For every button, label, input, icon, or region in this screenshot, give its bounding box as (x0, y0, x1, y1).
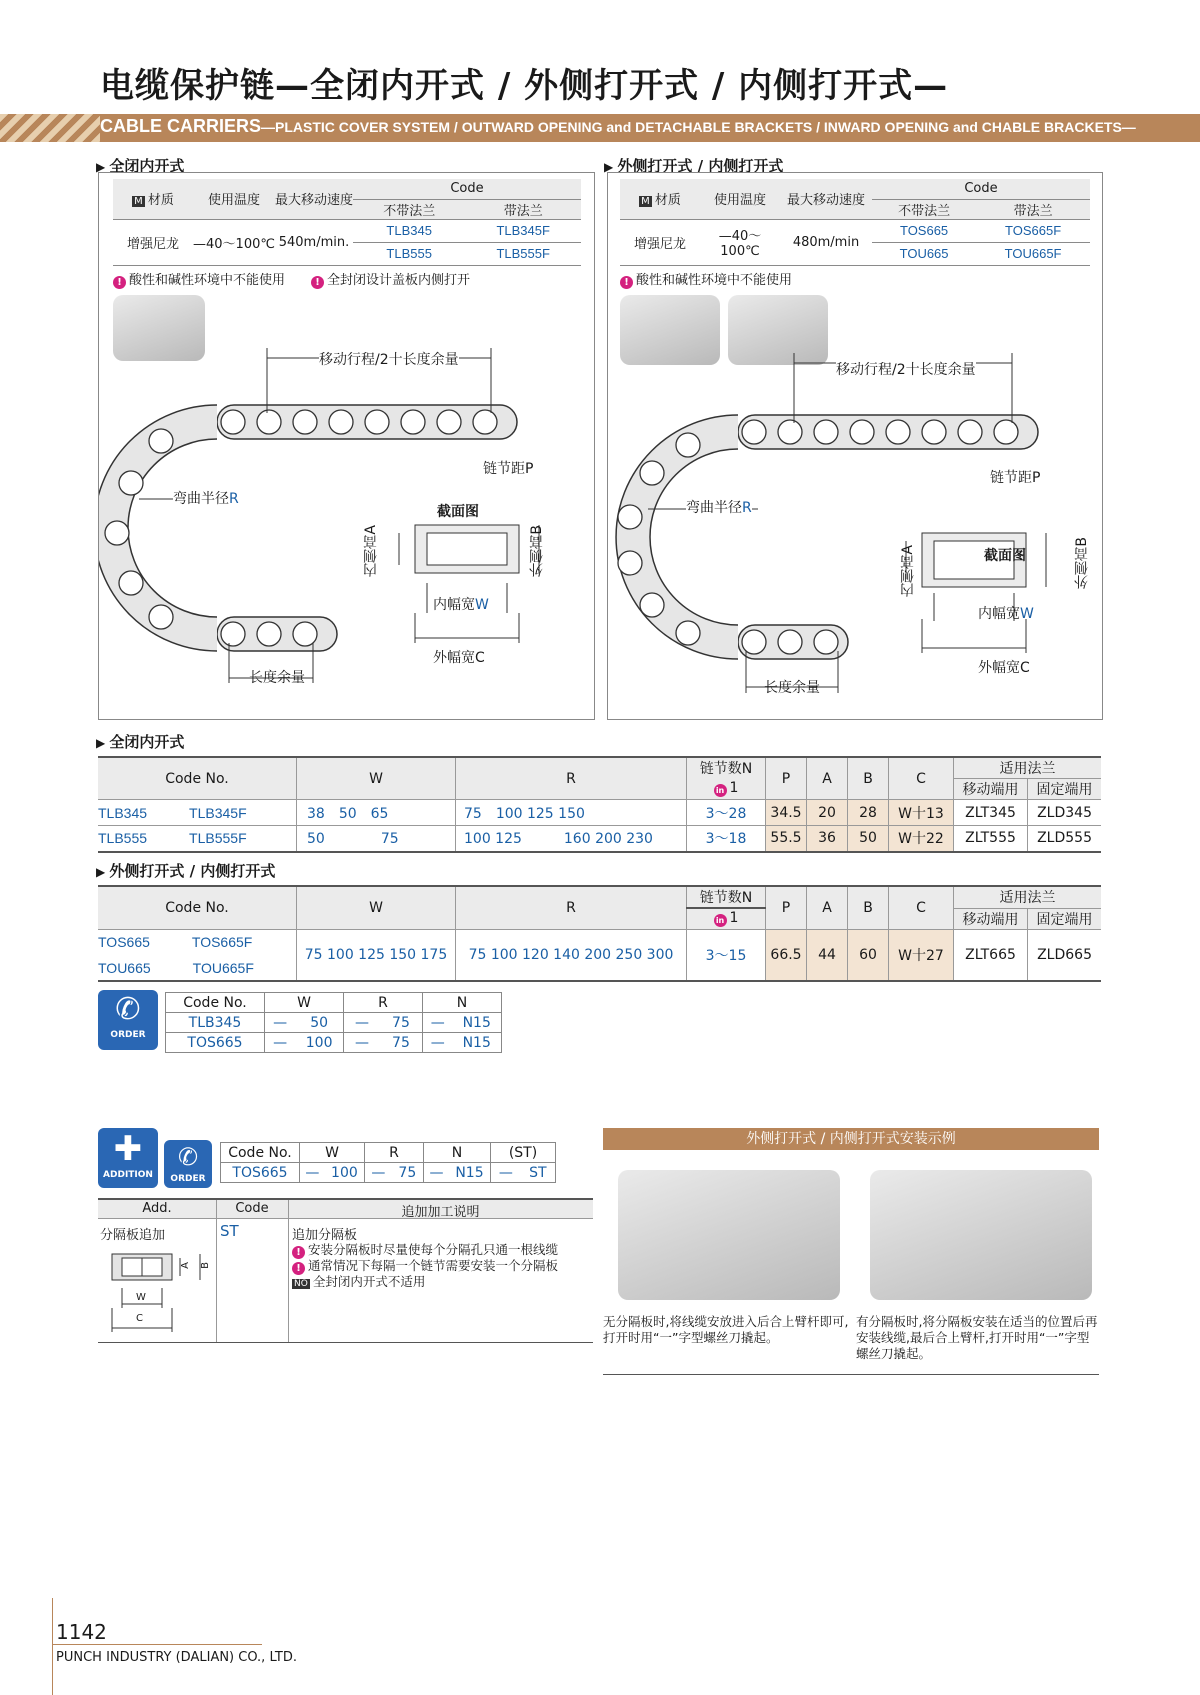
order-cell: TLB345 (166, 1013, 265, 1033)
table-row (166, 1033, 502, 1053)
t1-b: 50 (848, 826, 889, 852)
addition-line: 通常情况下每隔一个链节需要安装一个分隔板 (308, 1258, 559, 1273)
order-header: R (365, 1143, 424, 1163)
t1-code (98, 800, 297, 826)
t1-w: 50 75 (297, 826, 456, 852)
addition-name: 分隔板追加 (100, 1228, 166, 1243)
t2-move-header: 移动端用 (954, 908, 1028, 929)
t2-n-unit (687, 908, 766, 929)
t1-n: 3～28 (687, 800, 766, 826)
material-badge-icon: M (641, 196, 650, 208)
order-cell: 75 (380, 1013, 423, 1033)
company-name: PUNCH INDUSTRY (DALIAN) CO., LTD. (56, 1650, 297, 1665)
t1-w: 38 50 65 (297, 800, 456, 826)
spec-code: TOU665F (976, 242, 1090, 265)
code-no: TLB345 (98, 804, 148, 821)
order-header: Code No. (221, 1143, 300, 1163)
t1-move: ZLT345 (954, 800, 1028, 826)
order-icon-label: ORDER (110, 1030, 146, 1040)
banner-stripes (0, 114, 100, 142)
order-addition-table (220, 1142, 556, 1183)
warning-icon: ! (620, 276, 633, 289)
order-header: W (300, 1143, 365, 1163)
example-caption-1: 无分隔板时,将线缆安放进入后合上臂杆即可,打开时用“一”字型螺丝刀撬起。 (603, 1314, 849, 1345)
t2-r-header: R (456, 886, 687, 929)
spec-temp-header: 使用温度 (700, 179, 780, 219)
radius-label (686, 497, 752, 517)
spec-flange-header: 带法兰 (465, 199, 581, 219)
table-row (98, 929, 1101, 955)
desc-header: 追加加工说明 (401, 1205, 480, 1220)
spec-code: TLB555 (353, 242, 465, 265)
pitch-label: 链节距P (990, 470, 1041, 486)
material-label: 材质 (654, 193, 681, 209)
spec-code: TLB555F (465, 242, 581, 265)
inner-width-text: 内幅宽 (433, 597, 475, 613)
order-cell: 100 (325, 1163, 365, 1183)
travel-label: 移动行程/2十长度余量 (319, 349, 459, 369)
order-cell: N15 (449, 1163, 491, 1183)
unit-badge-icon: in (714, 784, 727, 797)
t1-n-unit (687, 779, 766, 800)
addition-icon-label: ADDITION (103, 1170, 153, 1180)
table-row (221, 1163, 556, 1183)
addition-line: 全封闭内开式不适用 (312, 1274, 426, 1289)
spec-code-header: Code (872, 179, 1090, 199)
order-cell: 75 (392, 1163, 424, 1183)
t2-a-header: A (807, 886, 848, 929)
t1-code-header: Code No. (98, 757, 297, 800)
page-title: 电缆保护链—全闭内开式 / 外侧打开式 / 内侧打开式— (100, 66, 949, 106)
col-divider (288, 1200, 289, 1342)
spec-temp-header: 使用温度 (193, 179, 275, 219)
code-no: TOS665 (98, 934, 150, 951)
section-label: 截面图 (984, 548, 1026, 564)
inner-width-symbol: W (475, 597, 489, 613)
outer-height-label: 外侧高B (1074, 537, 1090, 589)
t2-n: 3～15 (687, 929, 766, 981)
unit-value: 1 (729, 910, 739, 927)
t1-r: 75 100 125 150 (456, 800, 687, 826)
inner-height-label: 内侧高A (900, 545, 916, 597)
t1-b-header: B (848, 757, 889, 800)
inner-width-label (978, 603, 1034, 623)
spec-material: 增强尼龙 (113, 219, 193, 265)
left-chain-diagram (99, 173, 594, 719)
outer-height-label: 外侧高B (529, 525, 545, 577)
example-image-no-divider (618, 1170, 840, 1300)
spec-noflange-header: 不带法兰 (353, 199, 465, 219)
spec-code: TLB345 (353, 219, 465, 242)
pitch-label: 链节距P (483, 461, 534, 477)
col-divider (216, 1200, 217, 1342)
t1-fix-header: 固定端用 (1028, 779, 1101, 800)
order-cell: — (424, 1163, 449, 1183)
unit-value: 1 (729, 780, 739, 797)
radius-label (173, 488, 239, 508)
radius-text: 弯曲半径 (173, 491, 229, 507)
order-cell: ST (521, 1163, 556, 1183)
order-header: Code No. (166, 993, 265, 1013)
inner-width-symbol: W (1020, 606, 1034, 622)
addition-table (98, 1198, 593, 1343)
addition-icon (98, 1128, 158, 1188)
order-cell: — (265, 1033, 296, 1053)
t1-move: ZLT555 (954, 826, 1028, 852)
t2-r: 75 100 120 140 200 250 300 (456, 929, 687, 981)
t2-fix: ZLD665 (1028, 929, 1101, 981)
spec-temp: —40～100℃ (193, 219, 275, 265)
phone-icon: ✆ (115, 992, 141, 1027)
spec-code: TOS665F (976, 219, 1090, 242)
order-cell: — (344, 1033, 380, 1053)
plus-icon: ✚ (113, 1129, 143, 1169)
t2-code (98, 929, 297, 955)
t1-r: 100 125 160 200 230 (456, 826, 687, 852)
t1-c-header: C (889, 757, 954, 800)
order-cell: — (423, 1033, 453, 1053)
t1-a-header: A (807, 757, 848, 800)
t1-n-header: 链节数N (687, 757, 766, 779)
dim-a-label: A (180, 1262, 191, 1269)
banner-text (100, 116, 1136, 137)
banner-subtitle-en: —PLASTIC COVER SYSTEM / OUTWARD OPENING and DETACHABLE BRACKETS / INWARD OPENING and CHABLE BRACKETS— (261, 119, 1136, 135)
t2-c: W十27 (889, 929, 954, 981)
t1-fix: ZLD345 (1028, 800, 1101, 826)
warning-icon: ! (113, 276, 126, 289)
t2-b-header: B (848, 886, 889, 929)
spec-speed-header: 最大移动速度 (275, 179, 353, 219)
spec-code: TLB345F (465, 219, 581, 242)
right-chain-diagram (608, 173, 1102, 719)
order-example-table (165, 992, 502, 1053)
t1-b: 28 (848, 800, 889, 826)
page-number: 1142 (56, 1620, 107, 1644)
order-header: N (423, 993, 502, 1013)
addition-line-3 (292, 1272, 425, 1290)
spec-code-header: Code (353, 179, 581, 199)
material-label: 材质 (147, 193, 174, 209)
order-cell: 50 (295, 1013, 343, 1033)
t2-move: ZLT665 (954, 929, 1028, 981)
order-icon-label: ORDER (170, 1174, 206, 1184)
code-no-flange: TOU665F (192, 959, 254, 976)
material-badge-icon: M (134, 196, 143, 208)
t1-p-header: P (766, 757, 807, 800)
t1-n: 3～18 (687, 826, 766, 852)
order-cell: TOS665 (221, 1163, 300, 1183)
t1-flange-header: 适用法兰 (954, 757, 1102, 779)
order-cell: N15 (452, 1013, 501, 1033)
t2-flange-header: 适用法兰 (954, 886, 1102, 908)
extra-length-label: 长度余量 (764, 680, 820, 696)
radius-symbol: R (742, 500, 752, 516)
t2-p: 66.5 (766, 929, 807, 981)
spec-code: TOU665 (872, 242, 976, 265)
extra-length-label: 长度余量 (249, 670, 305, 686)
t1-a: 20 (807, 800, 848, 826)
t1-p: 55.5 (766, 826, 807, 852)
t2-code (98, 955, 297, 981)
t2-b: 60 (848, 929, 889, 981)
t1-w-header: W (297, 757, 456, 800)
example-title: 外侧打开式 / 内侧打开式安装示例 (603, 1128, 1099, 1150)
t2-a: 44 (807, 929, 848, 981)
note-text: 酸性和碱性环境中不能使用 (129, 273, 286, 288)
table1-heading: ▶ 全闭内开式 (96, 731, 184, 752)
left-section-box (98, 172, 595, 720)
spec-code: TOS665 (872, 219, 976, 242)
t2-code-header: Code No. (98, 886, 297, 929)
phone-icon: ✆ (177, 1143, 199, 1171)
t1-a: 36 (807, 826, 848, 852)
inner-width-text: 内幅宽 (978, 606, 1020, 622)
right-section-heading: ▶ 外侧打开式 / 内侧打开式 (604, 155, 783, 176)
radius-text: 弯曲半径 (686, 500, 742, 516)
table2 (98, 885, 1101, 982)
dim-b-label: B (200, 1262, 211, 1269)
t2-p-header: P (766, 886, 807, 929)
dim-c-label: C (136, 1313, 143, 1324)
inner-height-label: 内侧高A (363, 525, 379, 577)
order-header: N (424, 1143, 491, 1163)
order-header: R (344, 993, 423, 1013)
outer-width-label: 外幅宽C (433, 650, 485, 666)
order-icon (98, 990, 158, 1050)
spec-noflange-header: 不带法兰 (872, 199, 976, 219)
right-section-box (607, 172, 1103, 720)
add-header: Add. (142, 1201, 172, 1216)
order-cell: — (344, 1013, 380, 1033)
travel-label: 移动行程/2十长度余量 (836, 359, 976, 379)
addition-code: ST (220, 1222, 239, 1240)
spec-temp: —40～100℃ (700, 219, 780, 265)
code-no-flange: TLB345F (189, 804, 247, 821)
footer-vertical-rule (52, 1598, 53, 1695)
note-text: 全封闭设计盖板内侧打开 (327, 273, 471, 288)
example-bottom-rule (603, 1374, 1099, 1375)
order-cell: TOS665 (166, 1033, 265, 1053)
unit-badge-icon: in (714, 914, 727, 927)
order-cell: — (423, 1013, 453, 1033)
table2-heading: ▶ 外侧打开式 / 内侧打开式 (96, 860, 275, 881)
spec-material: 增强尼龙 (620, 219, 700, 265)
radius-symbol: R (229, 491, 239, 507)
t1-fix: ZLD555 (1028, 826, 1101, 852)
section-label: 截面图 (437, 504, 479, 520)
code-no: TOU665 (98, 959, 151, 976)
warning-icon: ! (311, 276, 324, 289)
order-cell: — (365, 1163, 392, 1183)
footer-horizontal-rule (52, 1644, 262, 1645)
spec-speed: 480m/min (780, 219, 872, 265)
t1-code (98, 826, 297, 852)
order-cell: N15 (452, 1033, 501, 1053)
order-icon-small (164, 1140, 212, 1188)
t2-w: 75 100 125 150 175 (297, 929, 456, 981)
code-no-flange: TOS665F (191, 934, 253, 951)
t2-c-header: C (889, 886, 954, 929)
order-cell: 75 (380, 1033, 423, 1053)
order-cell: — (265, 1013, 296, 1033)
spec-speed: 540m/min. (275, 219, 353, 265)
code-header: Code (235, 1201, 269, 1216)
t1-c: W十13 (889, 800, 954, 826)
code-no: TLB555 (98, 830, 148, 847)
order-header: (ST) (491, 1143, 556, 1163)
addition-title: 追加分隔板 (292, 1228, 358, 1243)
t1-move-header: 移动端用 (954, 779, 1028, 800)
order-cell: — (491, 1163, 521, 1183)
t2-fix-header: 固定端用 (1028, 908, 1101, 929)
spec-flange-header: 带法兰 (976, 199, 1090, 219)
example-image-with-divider (870, 1170, 1092, 1300)
t1-p: 34.5 (766, 800, 807, 826)
table1 (98, 756, 1101, 853)
spec-speed-header: 最大移动速度 (780, 179, 872, 219)
left-section-heading: ▶ 全闭内开式 (96, 155, 184, 176)
order-cell: 100 (295, 1033, 343, 1053)
table-row (98, 800, 1101, 826)
code-no-flange: TLB555F (189, 830, 247, 847)
example-caption-2: 有分隔板时,将分隔板安装在适当的位置后再安装线缆,最后合上臂杆,打开时用“一”字型螺丝刀撬起。 (856, 1314, 1098, 1361)
order-header: W (265, 993, 344, 1013)
divider-diagram (104, 1252, 208, 1338)
note-text: 酸性和碱性环境中不能使用 (636, 273, 793, 288)
outer-width-label: 外幅宽C (978, 660, 1030, 676)
table-row (166, 1013, 502, 1033)
warning-icon: ! (292, 1262, 305, 1275)
t1-r-header: R (456, 757, 687, 800)
inner-width-label (433, 594, 489, 614)
no-badge-icon: NO (294, 1279, 308, 1289)
warning-icon: ! (292, 1246, 305, 1259)
order-cell: — (300, 1163, 325, 1183)
t2-n-header: 链节数N (687, 886, 766, 908)
dim-w-label: W (136, 1292, 146, 1303)
t1-c: W十22 (889, 826, 954, 852)
t2-w-header: W (297, 886, 456, 929)
addition-line: 安装分隔板时尽量使每个分隔孔只通一根线缆 (308, 1242, 559, 1257)
banner-title-en: CABLE CARRIERS (100, 116, 262, 136)
table-row (98, 826, 1101, 852)
